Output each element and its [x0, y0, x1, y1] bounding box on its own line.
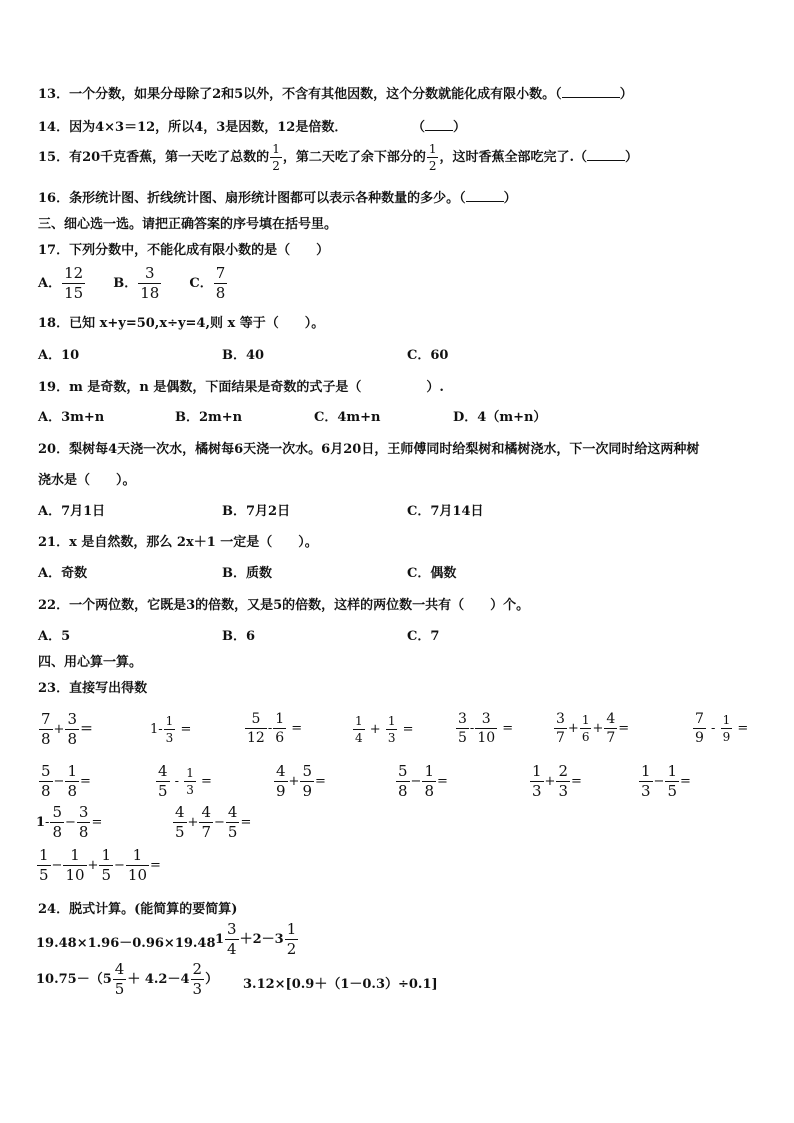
question-23-title: 23．直接写出得数 [38, 681, 148, 696]
q20-option-b[interactable]: B．7月2日 [222, 504, 291, 519]
expr-5-12-minus-1-6: $\frac{5}{12}$ - $\frac{1}{6}$ = [247, 711, 303, 746]
expr-1-3-minus-1-5: $\frac{1}{3}$ − $\frac{1}{5}$ = [641, 762, 691, 800]
q22-option-b[interactable]: B．6 [222, 629, 256, 644]
expr-1-3-plus-2-3: $\frac{1}{3}$ + $\frac{2}{3}$ = [532, 762, 582, 800]
question-15 [38, 143, 638, 172]
option-c-label: C． [189, 276, 213, 291]
expr-1-5-minus-1-10-plus-1-5-minus-1-10: $\frac{1}{5}$ − $\frac{1}{10}$ + $\frac{1}{5}$ − $\frac{1}{10}$ = [39, 846, 161, 884]
q21-option-c[interactable]: C．偶数 [407, 566, 457, 581]
q22-option-c[interactable]: C．7 [407, 629, 440, 644]
fraction-3-18[interactable]: $\frac{3}{18}$ [140, 264, 160, 302]
question-22-stem: 22．一个两位数，它既是3的倍数，又是5的倍数，这样的两位数一共有（ ）个。 [38, 598, 530, 613]
answer-blank[interactable] [587, 148, 625, 161]
expr-4-5-minus-1-3: $\frac{4}{5}$ - $\frac{1}{3}$ = [158, 762, 212, 800]
q14-text: 14．因为4×3＝12，所以4，3是因数，12是倍数． [38, 120, 348, 135]
question-18-stem: 18．已知 x+y=50,x÷y=4,则 x 等于（ ）。 [38, 316, 325, 331]
calc-4: 3.12×[0.9＋（1－0.3）÷0.1] [243, 977, 438, 992]
expr-3-7-plus-1-6-plus-4-7: $\frac{3}{7}$ + $\frac{1}{6}$ + $\frac{4}{7}$ = [556, 711, 630, 746]
expr-4-9-plus-5-9: $\frac{4}{9}$ + $\frac{5}{9}$ = [276, 762, 326, 800]
expr-1-4-plus-1-3: $\frac{1}{4}$ + $\frac{1}{3}$ = [355, 714, 414, 745]
question-17-stem: 17．下列分数中，不能化成有限小数的是（ ） [38, 243, 330, 258]
q20-option-a[interactable]: A．7月1日 [38, 504, 106, 519]
option-b-label: B． [113, 276, 138, 291]
expr-7-8-plus-3-8: $\frac{7}{8}$ + $\frac{3}{8}$ ＝ [41, 710, 94, 748]
question-14 [38, 116, 467, 135]
q15-text-b: ，第二天吃了余下部分的 [282, 150, 426, 165]
q20-option-c[interactable]: C．7月14日 [407, 504, 484, 519]
section-4-heading: 四、用心算一算。 [38, 655, 143, 670]
q18-option-c[interactable]: C．60 [407, 348, 449, 363]
q19-option-b[interactable]: B．2m+n [175, 410, 243, 425]
fraction-1-2: $\frac{1}{2}$ [428, 142, 437, 173]
calc-1: 19.48×1.96－0.96×19.48 [36, 936, 216, 951]
expr-5-8-minus-1-8-b: $\frac{5}{8}$ − $\frac{1}{8}$ = [398, 762, 448, 800]
expr-3-5-minus-3-10: $\frac{3}{5}$ - $\frac{3}{10}$ = [458, 711, 514, 746]
q19-option-c[interactable]: C．4m+n [314, 410, 381, 425]
calc-3: 10.75－（5 $\frac{4}{5}$ ＋ 4.2－4 $\frac{2}{3}$ ） [36, 960, 219, 998]
q21-option-b[interactable]: B．质数 [222, 566, 272, 581]
expr-5-8-minus-1-8: $\frac{5}{8}$ − $\frac{1}{8}$ = [41, 762, 91, 800]
q19-option-d[interactable]: D．4（m+n） [453, 410, 547, 425]
question-13 [38, 83, 633, 102]
q15-text-c: ，这时香蕉全部吃完了.（ [439, 150, 588, 165]
q22-option-a[interactable]: A．5 [38, 629, 71, 644]
answer-blank[interactable] [562, 85, 620, 98]
paren: ） [453, 120, 467, 135]
expr-1-minus-5-8-minus-3-8: 1- $\frac{5}{8}$ − $\frac{3}{8}$ = [36, 803, 103, 841]
q14-blank-group [412, 116, 466, 135]
paren: ） [625, 150, 639, 165]
option-a-label: A． [38, 276, 62, 291]
question-21-stem: 21．x 是自然数，那么 2x＋1 一定是（ ）。 [38, 535, 318, 550]
fraction-7-8[interactable]: $\frac{7}{8}$ [215, 264, 226, 302]
paren: ） [619, 87, 633, 102]
paren: ） [503, 191, 517, 206]
q15-text-a: 15．有20千克香蕉，第一天吃了总数的 [38, 150, 270, 165]
q16-text: 16．条形统计图、折线统计图、扇形统计图都可以表示各种数量的多少。（ [38, 191, 466, 206]
q19-option-a[interactable]: A．3m+n [38, 410, 105, 425]
q13-text: 13．一个分数，如果分母除了2和5以外，不含有其他因数，这个分数就能化成有限小数。（ [38, 87, 562, 102]
expr-4-5-plus-4-7-minus-4-5: $\frac{4}{5}$ + $\frac{4}{7}$ − $\frac{4}{5}$ = [175, 803, 252, 841]
paren: （ [412, 120, 426, 135]
fraction-1-2: $\frac{1}{2}$ [272, 142, 280, 173]
section-3-heading: 三、细心选一选。请把正确答案的序号填在括号里。 [38, 217, 338, 232]
question-17-options [38, 266, 228, 301]
question-20-stem-line1: 20．梨树每4天浇一次水，橘树每6天浇一次水。6月20日，王师傅同时给梨树和橘树浇水，下一次同时给这两种树 [38, 442, 700, 457]
answer-blank[interactable] [466, 189, 504, 202]
q21-option-a[interactable]: A．奇数 [38, 566, 88, 581]
question-16 [38, 187, 517, 206]
expr-1-minus-1-3: 1- $\frac{1}{3}$ = [150, 714, 192, 745]
question-24-title: 24．脱式计算。(能简算的要简算) [38, 902, 238, 917]
question-19-stem: 19．m 是奇数，n 是偶数，下面结果是奇数的式子是（ ）. [38, 380, 444, 395]
q18-option-b[interactable]: B．40 [222, 348, 265, 363]
fraction-12-15[interactable]: $\frac{12}{15}$ [64, 264, 84, 302]
q18-option-a[interactable]: A．10 [38, 348, 80, 363]
expr-7-9-minus-1-9: $\frac{7}{9}$ - $\frac{1}{9}$ = [695, 711, 749, 746]
answer-blank[interactable] [425, 118, 453, 131]
question-20-stem-line2: 浇水是（ ）。 [38, 473, 136, 488]
calc-2: 1 $\frac{3}{4}$ ＋2－3 $\frac{1}{2}$ [215, 920, 297, 958]
